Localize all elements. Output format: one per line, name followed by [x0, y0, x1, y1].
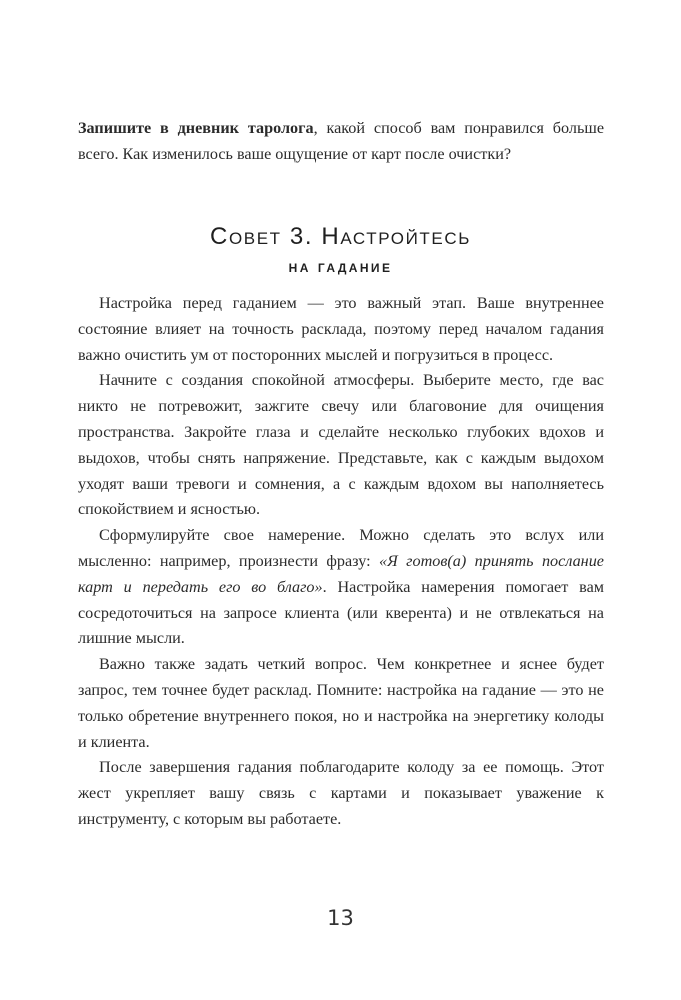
- section-body: [78, 291, 604, 833]
- intro-bold-lead: Запишите в дневник таролога: [78, 119, 314, 137]
- page-number: 13: [327, 906, 354, 930]
- section-title-line2: на гадание: [288, 257, 393, 276]
- paragraph-1: Настройка перед гаданием — это важный этап. Ваше внутреннее состояние влияет на точность расклада, поэтому перед началом гадания важно очистить ум от посторонних мыслей и погрузиться в процесс.: [78, 294, 604, 364]
- paragraph-4: Важно также задать четкий вопрос. Чем конкретнее и яснее будет запрос, тем точнее будет расклад. Помните: настройка на гадание — это не только обретение внутреннего покоя, но и настройка на энергетику колоды и клиента.: [78, 655, 604, 751]
- intro-paragraph: [78, 116, 604, 168]
- paragraph-3: [78, 523, 604, 652]
- paragraph-3-end: . Настройка намерения помогает вам сосредоточиться на запросе клиента (или кверента) и не отвлекаться на лишние мысли.: [78, 577, 604, 648]
- paragraph-5: После завершения гадания поблагодарите колоду за ее помощь. Этот жест укрепляет вашу связь с картами и показывает уважение к инструменту, с которым вы работаете.: [78, 758, 604, 828]
- paragraph-3-start: Сформулируйте свое намерение. Можно сделать это вслух или мысленно: например, произнести фразу:: [78, 526, 604, 570]
- paragraph-2: Начните с создания спокойной атмосферы. Выберите место, где вас никто не потревожит, зажгите свечу или благовоние для очищения пространства. Закройте глаза и сделайте несколько глубоких вдохов и выдохов, чтобы снять напряжение. Представьте, как с каждым выдохом уходят ваши тревоги и сомнения, а с каждым вдохом вы наполняетесь спокойствием и ясностью.: [78, 371, 604, 519]
- section-heading: [0, 222, 681, 279]
- intro-rest: , какой способ вам понравился больше всего. Как изменилось ваше ощущение от карт после очистки?: [78, 119, 605, 163]
- section-title-line1: Совет 3. Настройтесь: [210, 223, 471, 250]
- intro-text: [78, 116, 604, 168]
- paragraph-3-quote: «Я готов(а) принять послание карт и передать его во благо»: [78, 551, 604, 596]
